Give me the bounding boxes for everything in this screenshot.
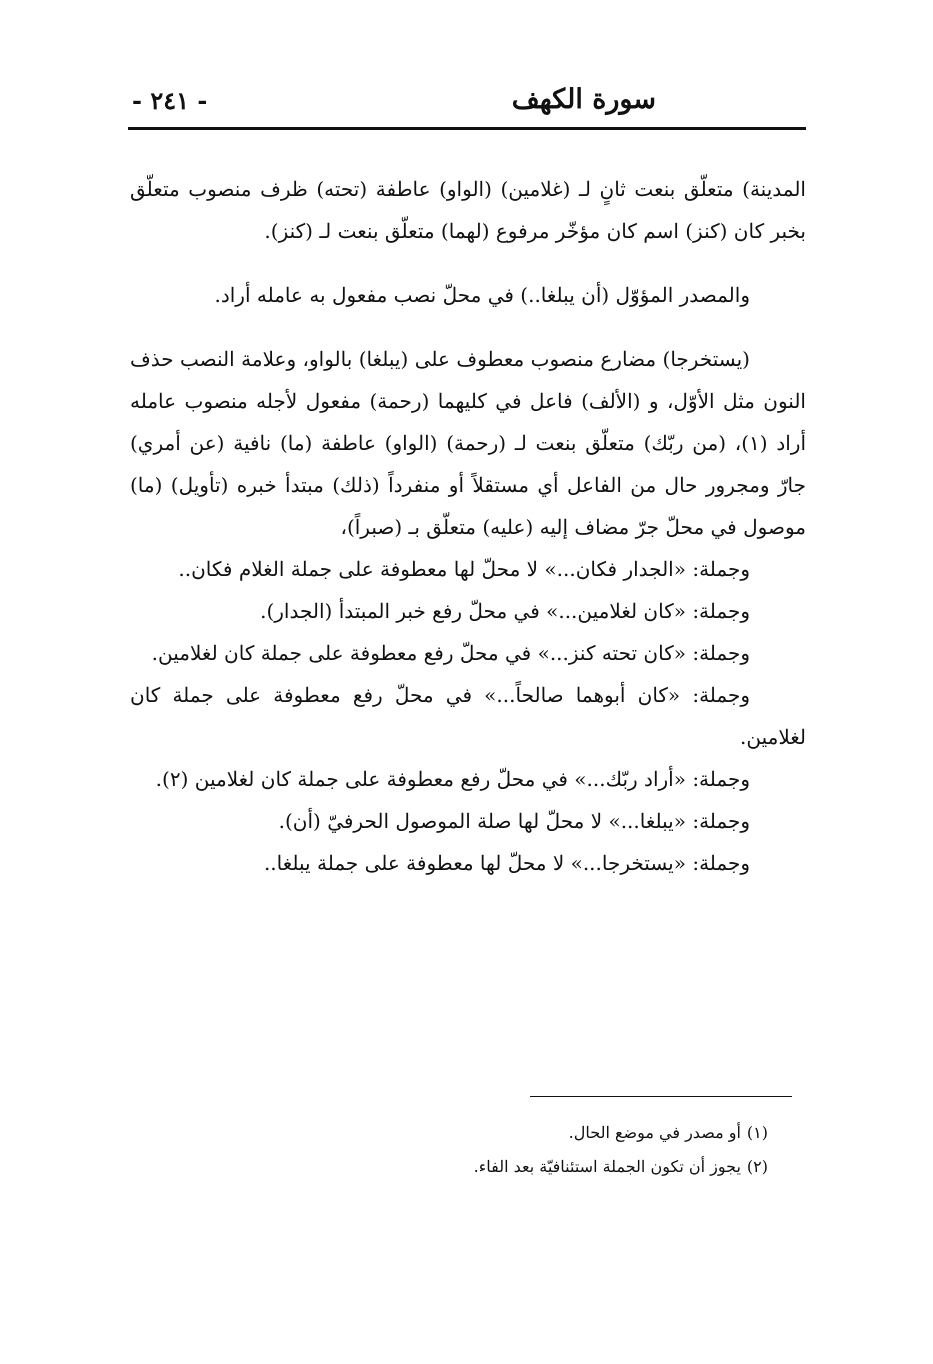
footnote-marker: (١) — [746, 1123, 768, 1142]
page-number: - ٢٤١ - — [132, 86, 208, 115]
paragraph-6: وجملة: «كان تحته كنز...» في محلّ رفع معطوفة على جملة كان لغلامين. — [151, 641, 750, 665]
footnote-text: يجوز أن تكون الجملة استئنافيّة بعد الفاء. — [473, 1157, 741, 1176]
paragraph-3: (يستخرجا) مضارع منصوب معطوف على (يبلغا) بالواو، وعلامة النصب حذف النون مثل الأوّل، و (الألف) فاعل في كليهما (رحمة) مفعول لأجله منصوب عامله أراد (١)، (من ربّك) متعلّق بنعت لـ (رحمة) (الواو) عاطفة (ما) نافية (عن أمري) جارّ ومجرور حال من الفاعل أي مستقلاً أو منفرداً (ذلك) مبتدأ خبره (تأويل) (ما) موصول في محلّ جرّ مضاف إليه (عليه) متعلّق بـ (صبراً)، — [130, 347, 806, 539]
paragraph-9: وجملة: «يبلغا...» لا محلّ لها صلة الموصول الحرفيّ (أن). — [278, 809, 750, 833]
main-text — [130, 168, 806, 884]
sura-title: سورة الكهف — [511, 84, 656, 115]
paragraph-8: وجملة: «أراد ربّك...» في محلّ رفع معطوفة على جملة كان لغلامين (٢). — [155, 767, 750, 791]
footnote-divider — [530, 1096, 792, 1097]
page-header — [128, 82, 806, 126]
paragraph-10: وجملة: «يستخرجا...» لا محلّ لها معطوفة على جملة يبلغا.. — [263, 851, 750, 875]
paragraph-5: وجملة: «كان لغلامين...» في محلّ رفع خبر المبتدأ (الجدار). — [260, 599, 750, 623]
footnote-marker: (٢) — [746, 1157, 768, 1176]
header-divider — [128, 127, 806, 130]
footnote-1 — [360, 1116, 768, 1150]
footnote-2 — [360, 1150, 768, 1184]
footnotes — [360, 1116, 768, 1184]
paragraph-2: والمصدر المؤوّل (أن يبلغا..) في محلّ نصب مفعول به عامله أراد. — [214, 283, 750, 307]
paragraph-1: المدينة) متعلّق بنعت ثانٍ لـ (غلامين) (الواو) عاطفة (تحته) ظرف منصوب متعلّق بخبر كان (كنز) اسم كان مؤخّر مرفوع (لهما) متعلّق بنعت لـ (كنز). — [130, 177, 806, 243]
paragraph-4: وجملة: «الجدار فكان...» لا محلّ لها معطوفة على جملة الغلام فكان.. — [178, 557, 750, 581]
paragraph-7: وجملة: «كان أبوهما صالحاً...» في محلّ رفع معطوفة على جملة كان لغلامين. — [130, 683, 806, 749]
footnote-text: أو مصدر في موضع الحال. — [568, 1123, 741, 1142]
